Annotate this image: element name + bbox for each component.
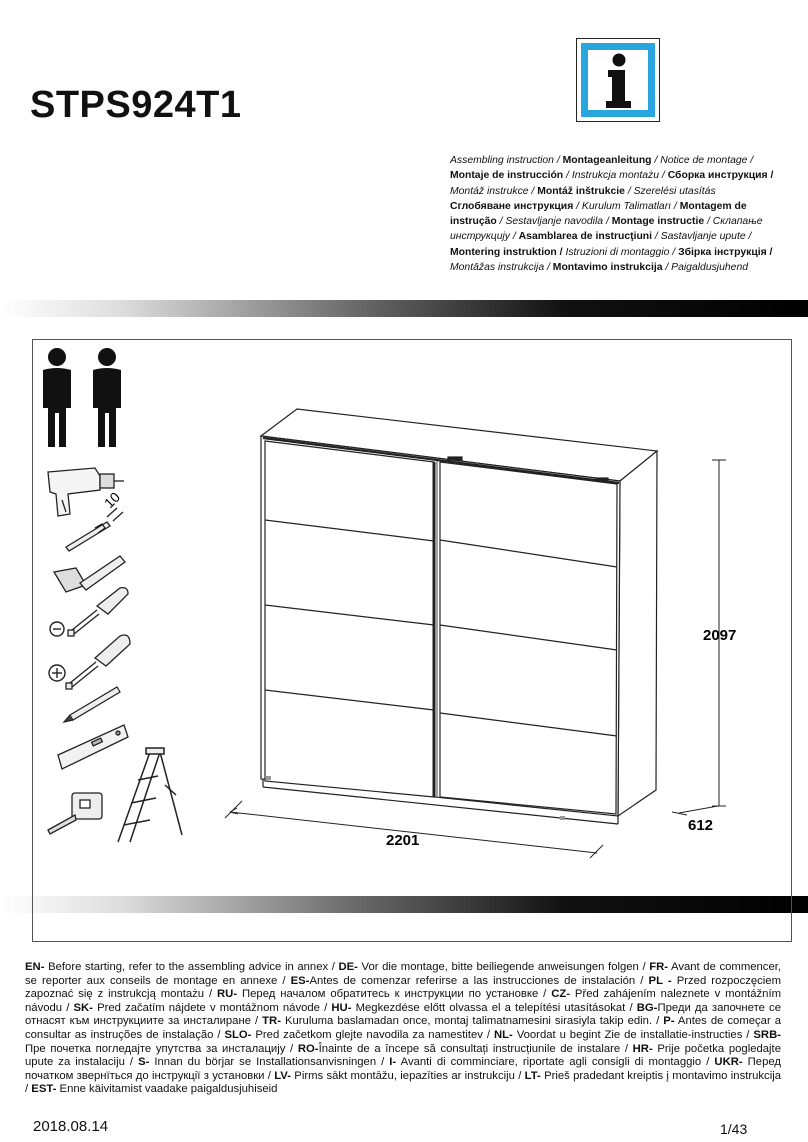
intro-segment: Antes de comenzar referirse a las instrucciones de instalación / <box>309 974 649 987</box>
language-code: ES- <box>290 974 310 987</box>
pencil-icon <box>64 687 120 722</box>
intro-segment: Megkezdése előtt olvassa el a telepítési utasításokat / <box>351 1001 637 1014</box>
language-code: RU- <box>217 988 238 1001</box>
language-code: PL - <box>648 974 672 987</box>
language-code: LV- <box>274 1069 291 1082</box>
intro-segment: Преди да започнете се отнасят към инструкциите за инсталиране / <box>25 1001 781 1028</box>
intro-segment: Avant de commencer, se reporter aux conseils de montage en annexe / <box>25 961 782 987</box>
language-segment: / Instrukcja montażu / <box>563 170 668 182</box>
language-code: P- <box>663 1015 675 1028</box>
language-segment: Montāžas instrukcija / <box>450 262 553 274</box>
intro-segment: Kuruluma baslamadan once, montaj talimatnamesini sirasiyla takip edin. / <box>280 1015 664 1028</box>
step-ladder-icon <box>118 748 182 842</box>
language-code: UKR- <box>714 1056 743 1069</box>
language-code: SRB- <box>753 1028 781 1041</box>
tape-measure-icon <box>48 793 102 834</box>
language-segment: Assembling instruction / <box>450 155 563 166</box>
language-code: DE- <box>338 961 358 973</box>
person-icon <box>93 348 121 447</box>
language-segment: Montáž inštrukcie <box>537 185 625 197</box>
minus-sign-icon <box>50 622 64 636</box>
intro-segment: Vor die montage, bitte beiliegende anweisungen folgen / <box>357 961 650 973</box>
language-code: FR- <box>649 961 669 973</box>
language-code: LT- <box>524 1069 541 1082</box>
language-segment: Сглобяване инструкция <box>450 200 574 212</box>
language-code: BG- <box>636 1001 658 1014</box>
language-segment: Istruzioni di montaggio / <box>562 246 679 258</box>
language-code: NL- <box>493 1028 513 1041</box>
language-code: TR- <box>262 1015 281 1028</box>
language-segment: / Szerelési utasítás <box>624 185 716 197</box>
height-dimension: 2097 <box>703 627 737 644</box>
language-segment: Збірка інструкція / <box>678 246 773 258</box>
language-segment: / Paigaldusjuhend <box>662 262 748 274</box>
intro-text <box>25 961 781 1097</box>
language-segment: Montavimo instrukcija <box>552 262 663 274</box>
hammer-icon <box>54 556 125 592</box>
language-code: CZ- <box>551 988 571 1001</box>
intro-segment: Innan du börjar se Installationsanvisningen / <box>149 1056 390 1069</box>
phillips-screwdriver-icon <box>66 635 130 689</box>
intro-segment: Pred začatím nájdete v montážnom návode / <box>92 1001 332 1014</box>
language-code: RO- <box>297 1042 319 1055</box>
document-date: 2018.08.14 <box>33 1118 109 1135</box>
language-segment: instrução <box>450 216 497 228</box>
intro-segment: Пре почетка погледајте упутства за инсталацију / <box>25 1042 298 1055</box>
intro-segment: Antes de começar a consultar as instruções de instalação / <box>25 1015 781 1041</box>
language-code: EN- <box>25 961 45 973</box>
language-segment: Montáž instrukce / <box>450 185 538 197</box>
language-segment: / Kurulum Talimatları / <box>573 200 680 212</box>
language-segment: Montageanleitung <box>562 155 652 166</box>
intro-segment: Prieš pradedant kreiptis į montavimo instrukcija / <box>25 1069 781 1096</box>
page-number: 1/43 <box>720 1121 748 1137</box>
intro-segment: Prije početka pogledajte upute za instalaciju / <box>25 1042 781 1069</box>
language-segment: / Sastavljanje upute / <box>652 231 752 243</box>
model-number: STPS924T1 <box>30 84 242 126</box>
intro-segment: Voordat u begint Zie de installatie-instructies / <box>512 1028 754 1041</box>
language-code: EST- <box>31 1083 57 1096</box>
language-code: S- <box>138 1056 150 1069</box>
drill-size-label: 10 <box>100 488 124 512</box>
intro-segment: Before starting, refer to the assembling advice in annex / <box>44 961 339 973</box>
plus-sign-icon <box>49 665 65 681</box>
intro-segment: Pred začetkom glejte navodila za namestitev / <box>251 1028 494 1041</box>
language-code: SLO- <box>224 1028 252 1041</box>
intro-segment: Před zahájením naleznete v montážním návodu / <box>25 988 781 1014</box>
language-code: HR- <box>632 1042 653 1055</box>
language-segment: Montaje de instrucción <box>450 170 564 182</box>
spirit-level-icon <box>58 725 128 769</box>
intro-segment: Przed rozpoczęciem zapoznać się z instrukcją montażu / <box>25 974 781 1001</box>
depth-dimension: 612 <box>688 817 714 834</box>
language-segment: / Sestavljanje navodila / <box>496 216 612 228</box>
language-segment: Montage instructie <box>611 216 705 228</box>
language-code: SK- <box>73 1001 93 1014</box>
flat-screwdriver-icon <box>68 588 128 636</box>
width-dimension: 2201 <box>386 832 420 849</box>
language-segment: инструкцију / <box>450 231 519 243</box>
intro-segment: Înainte de a începe să consultați instrucțiunile de instalare / <box>318 1042 633 1055</box>
language-segment: Montering instruktion / <box>450 246 563 258</box>
language-segment: Asamblarea de instrucţiuni <box>518 231 653 243</box>
wardrobe-drawing <box>261 409 657 824</box>
language-code: I- <box>389 1056 397 1069</box>
language-code: HU- <box>331 1001 352 1014</box>
intro-segment: Перед началом обратитесь к инструкции по установке / <box>237 988 552 1001</box>
language-segment: Montagem de <box>679 200 747 212</box>
intro-segment: Avanti di comminciare, riportate agli consigli di montaggio / <box>396 1056 715 1069</box>
language-segment: / Склапање <box>704 216 763 228</box>
person-icon <box>43 348 71 447</box>
drill-bit-icon <box>66 508 123 551</box>
intro-segment: Перед початком звернїться до інструкції з установки / <box>25 1056 781 1082</box>
intro-segment: Enne käivitamist vaadake paigaldusjuhiseid <box>56 1083 278 1096</box>
intro-segment: Pirms sākt montāžu, iepazīties ar instrukciju / <box>291 1069 525 1082</box>
language-segment: / Notice de montage / <box>651 155 754 166</box>
language-segment: Сборка инструкция / <box>667 170 774 182</box>
